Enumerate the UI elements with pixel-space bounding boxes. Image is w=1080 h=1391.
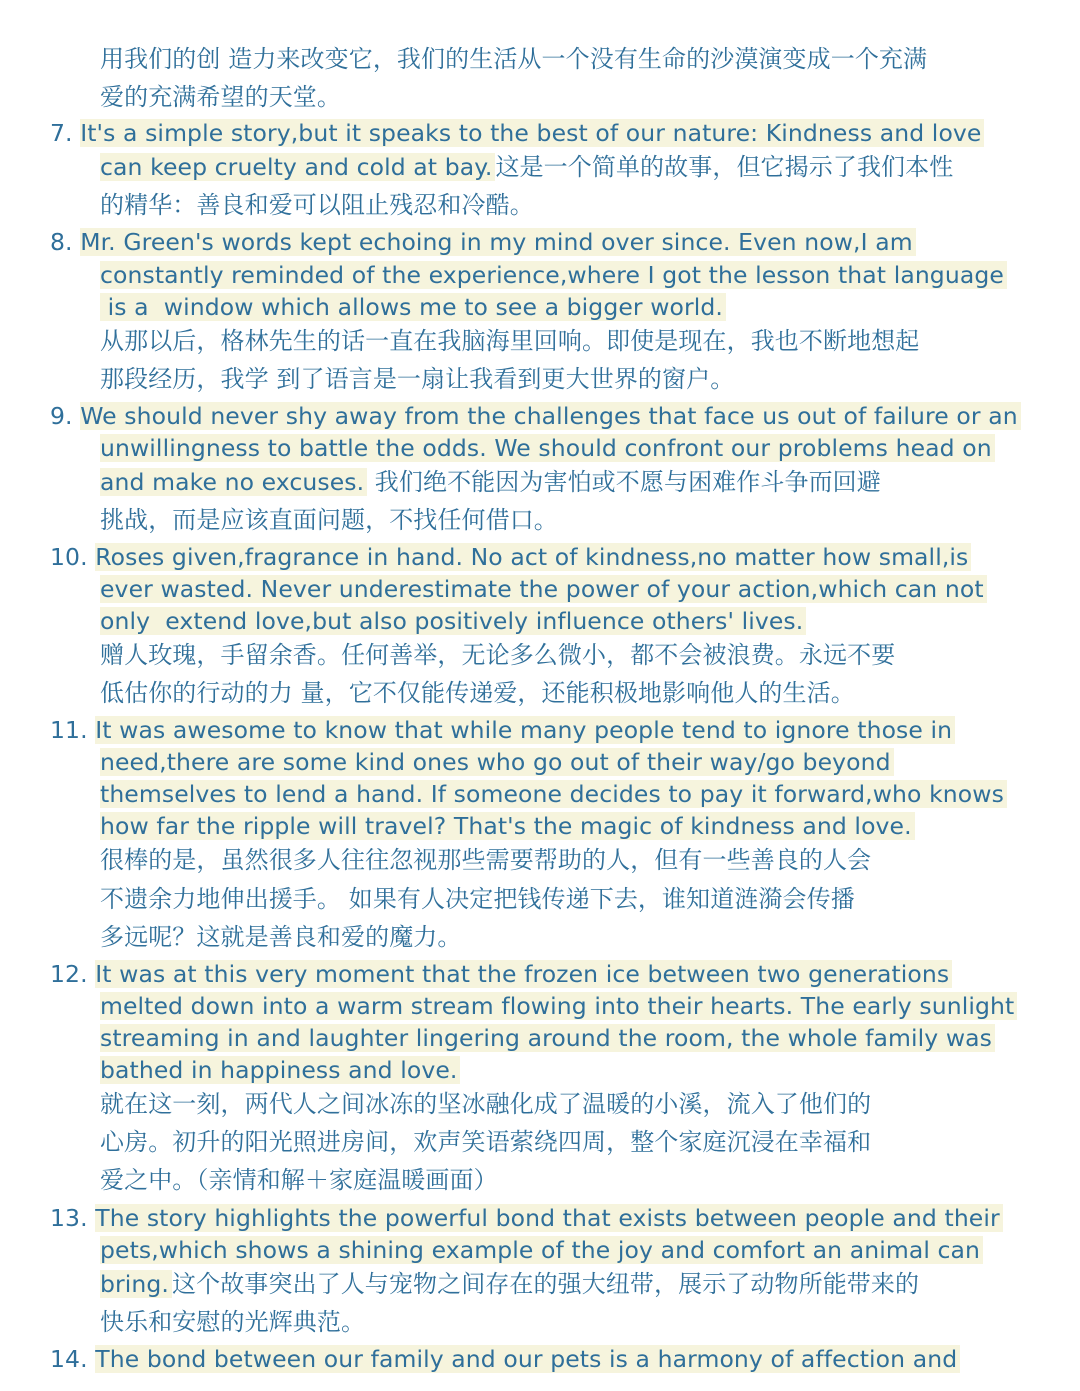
english-line	[100, 747, 894, 777]
english-line	[100, 811, 915, 841]
list-item-9	[50, 401, 1021, 431]
chinese-line: 爱之中。（亲情和解＋家庭温暖画面）	[100, 1166, 498, 1194]
chinese-inline: 这是一个简单的故事，但它揭示了我们本性	[495, 153, 954, 181]
chinese-inline: 这个故事突出了人与宠物之间存在的强大纽带，展示了动物所能带来的	[172, 1270, 920, 1298]
item-number: 7.	[50, 119, 73, 147]
english-sentence: bathed in happiness and love.	[100, 1056, 460, 1084]
item-number: 12.	[50, 960, 88, 988]
english-sentence: bring.	[100, 1270, 172, 1298]
english-sentence: constantly reminded of the experience,where I got the lesson that language	[100, 261, 1007, 289]
english-sentence: themselves to lend a hand. If someone decides to pay it forward,who knows	[100, 780, 1007, 808]
english-line	[100, 1269, 919, 1299]
english-sentence: It was at this very moment that the frozen ice between two generations	[95, 960, 952, 988]
english-line	[100, 606, 806, 636]
english-sentence: pets,which shows a shining example of the joy and comfort an animal can	[100, 1236, 983, 1264]
english-line	[100, 260, 1007, 290]
chinese-line: 低估你的行动的力 量，它不仅能传递爱，还能积极地影响他人的生活。	[100, 679, 855, 707]
english-line	[100, 292, 726, 322]
item-number: 10.	[50, 543, 88, 571]
english-line	[100, 991, 1017, 1021]
chinese-line: 的精华：善良和爱可以阻止残忍和冷酷。	[100, 191, 534, 219]
chinese-line: 就在这一刻，两代人之间冰冻的坚冰融化成了温暖的小溪，流入了他们的	[100, 1090, 872, 1118]
list-item-12	[50, 959, 952, 989]
item-number: 9.	[50, 402, 73, 430]
chinese-line: 从那以后，格林先生的话一直在我脑海里回响。即使是现在，我也不断地想起	[100, 327, 920, 355]
english-sentence: how far the ripple will travel? That's the magic of kindness and love.	[100, 812, 915, 840]
english-line	[100, 1055, 460, 1085]
list-item-8	[50, 227, 916, 257]
english-line	[100, 1235, 983, 1265]
english-sentence: unwillingness to battle the odds. We should confront our problems head on	[100, 434, 995, 462]
english-sentence: melted down into a warm stream flowing into their hearts. The early sunlight	[100, 992, 1017, 1020]
chinese-line: 那段经历，我学 到了语言是一扇让我看到更大世界的窗户。	[100, 365, 735, 393]
english-sentence: can keep cruelty and cold at bay.	[100, 153, 495, 181]
english-sentence: Mr. Green's words kept echoing in my mind over since. Even now,I am	[80, 228, 915, 256]
item-number: 13.	[50, 1204, 88, 1232]
chinese-line: 很棒的是，虽然很多人往往忽视那些需要帮助的人，但有一些善良的人会	[100, 846, 872, 874]
english-line	[100, 574, 987, 604]
list-item-10	[50, 542, 971, 572]
chinese-line: 赠人玫瑰，手留余香。任何善举，无论多么微小，都不会被浪费。永远不要	[100, 641, 896, 669]
english-line	[100, 152, 953, 182]
english-line	[100, 467, 881, 497]
english-sentence: We should never shy away from the challenges that face us out of failure or an	[80, 402, 1020, 430]
english-sentence: and make no excuses.	[100, 468, 367, 496]
chinese-line: 心房。初升的阳光照进房间，欢声笑语萦绕四周，整个家庭沉浸在幸福和	[100, 1128, 872, 1156]
english-sentence: It's a simple story,but it speaks to the best of our nature: Kindness and love	[80, 119, 984, 147]
english-sentence: The story highlights the powerful bond that exists between people and their	[95, 1204, 1003, 1232]
english-sentence: need,there are some kind ones who go out of their way/go beyond	[100, 748, 894, 776]
chinese-inline: 我们绝不能因为害怕或不愿与困难作斗争而回避	[374, 468, 881, 496]
chinese-line: 用我们的创 造力来改变它，我们的生活从一个没有生命的沙漠演变成一个充满	[100, 45, 928, 73]
english-line	[100, 433, 995, 463]
list-item-13	[50, 1203, 1003, 1233]
english-sentence: Roses given,fragrance in hand. No act of kindness,no matter how small,is	[95, 543, 971, 571]
chinese-line: 快乐和安慰的光辉典范。	[100, 1308, 366, 1336]
english-sentence: ever wasted. Never underestimate the power of your action,which can not	[100, 575, 987, 603]
chinese-line: 爱的充满希望的天堂。	[100, 83, 341, 111]
list-item-7	[50, 118, 984, 148]
english-line	[100, 1023, 995, 1053]
item-number: 14.	[50, 1345, 88, 1373]
english-sentence: only extend love,but also positively influence others' lives.	[100, 607, 806, 635]
english-sentence: It was awesome to know that while many people tend to ignore those in	[95, 716, 955, 744]
list-item-14	[50, 1344, 960, 1374]
chinese-line: 不遗余力地伸出援手。 如果有人决定把钱传递下去，谁知道涟漪会传播	[100, 885, 855, 913]
english-sentence: The bond between our family and our pets is a harmony of affection and	[95, 1345, 960, 1373]
english-sentence: streaming in and laughter lingering around the room, the whole family was	[100, 1024, 995, 1052]
chinese-line: 多远呢？这就是善良和爱的魔力。	[100, 923, 462, 951]
english-sentence: is a window which allows me to see a bigger world.	[100, 293, 726, 321]
item-number: 8.	[50, 228, 73, 256]
english-line	[100, 779, 1007, 809]
chinese-line: 挑战，而是应该直面问题，不找任何借口。	[100, 506, 558, 534]
item-number: 11.	[50, 716, 88, 744]
list-item-11	[50, 715, 955, 745]
